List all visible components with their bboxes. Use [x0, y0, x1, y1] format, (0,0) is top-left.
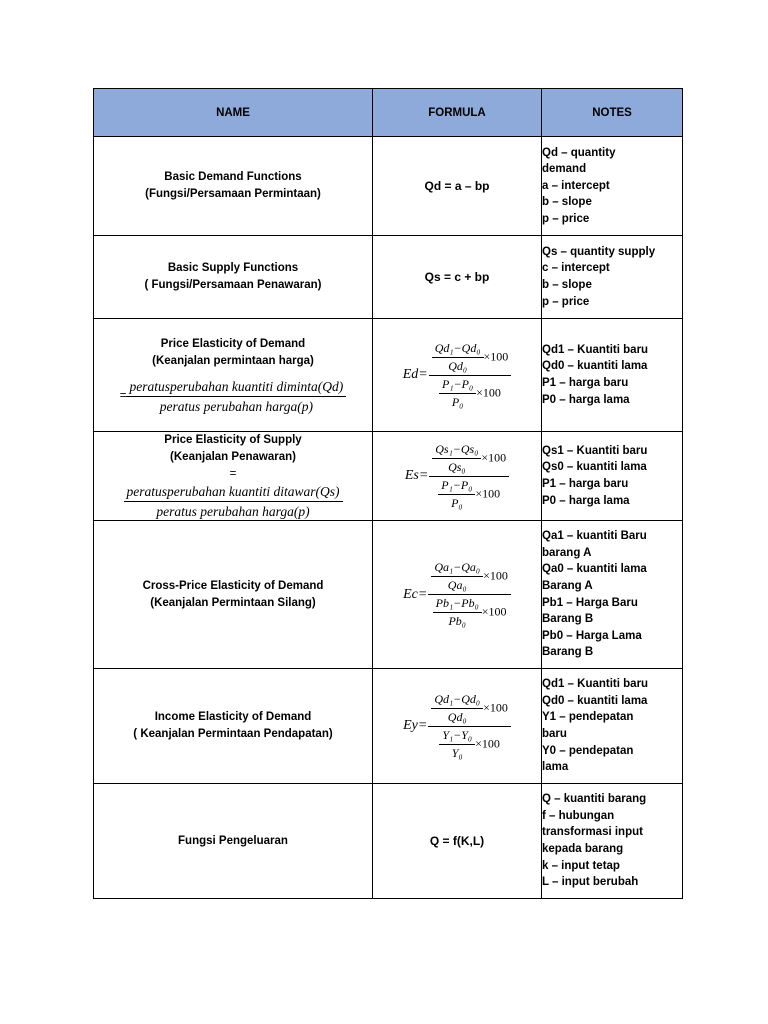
outer-fraction: [429, 442, 509, 511]
row-subtitle: (Keanjalan Permintaan Silang): [150, 596, 316, 609]
row-notes: [542, 521, 683, 669]
fraction-bar: [432, 357, 484, 358]
row-notes: [542, 319, 683, 432]
outer-fraction: [429, 341, 512, 410]
formula-lhs: Ec=: [403, 586, 428, 602]
note-line: baru: [542, 728, 567, 740]
note-line: P1 – harga baru: [542, 377, 629, 389]
note-line: Barang B: [542, 646, 594, 659]
table-row: [94, 521, 683, 669]
inner-fraction: [432, 341, 484, 374]
definition-denominator: peratus perubahan harga(p): [156, 504, 310, 519]
inner-fraction: [431, 692, 483, 725]
inner-numerator: Pb₁−Pb₀: [435, 596, 479, 610]
outer-denominator: [435, 478, 503, 511]
note-line: Qd1 – Kuantiti baru: [542, 343, 649, 356]
fraction-bar: [431, 708, 483, 709]
inner-fraction: [431, 560, 483, 593]
note-line: lama: [542, 761, 569, 774]
definition-denominator: peratus perubahan harga(p): [159, 398, 313, 414]
inner-fraction: [439, 377, 476, 410]
inner-numerator: P₁−P₀: [441, 477, 473, 492]
times-100: ×100: [475, 485, 501, 500]
header-notes: NOTES: [542, 89, 683, 137]
note-line: Q – kuantiti barang: [542, 793, 647, 806]
note-line: P1 – harga baru: [542, 478, 629, 490]
note-line: c – intercept: [542, 262, 610, 275]
note-line: L – input berubah: [542, 876, 639, 889]
times-100: ×100: [476, 384, 501, 399]
note-line: kepada barang: [542, 843, 624, 855]
outer-denominator: [436, 728, 503, 761]
note-line: Qa1 – kuantiti Baru: [542, 530, 647, 543]
row-title: Cross-Price Elasticity of Demand: [142, 579, 324, 592]
times-100: ×100: [475, 735, 500, 750]
row-title: Income Elasticity of Demand: [154, 711, 312, 723]
outer-fraction: [428, 560, 511, 629]
row-notes: [542, 784, 683, 899]
note-line: a – intercept: [542, 179, 610, 192]
row-title: Fungsi Pengeluaran: [178, 834, 288, 847]
inner-denominator: P₀: [451, 394, 464, 409]
inner-denominator: Qd₀: [448, 358, 468, 373]
note-line: Qa0 – kuantiti lama: [542, 563, 647, 576]
equals-sign: =: [119, 389, 127, 402]
note-line: Qd – quantity: [542, 146, 616, 159]
outer-numerator: [428, 692, 511, 725]
note-line: P0 – harga lama: [542, 494, 630, 507]
row-title: Price Elasticity of Demand: [160, 337, 306, 350]
inner-fraction: [432, 442, 481, 475]
inner-denominator: Qs₀: [448, 459, 466, 474]
row-name-cell: [94, 137, 373, 236]
outer-numerator: [429, 442, 509, 475]
inner-numerator: Qa₁−Qa₀: [434, 560, 481, 574]
note-line: f – hubungan: [542, 809, 615, 822]
note-line: Qd1 – Kuantiti baru: [542, 678, 649, 691]
fraction-bar: [433, 612, 482, 613]
row-name-cell: [94, 784, 373, 899]
note-line: k – input tetap: [542, 859, 620, 872]
equals-sign: =: [229, 468, 237, 480]
row-formula: [373, 432, 542, 521]
note-line: Qd0 – kuantiti lama: [542, 360, 648, 373]
fraction-bar: [438, 494, 475, 495]
row-formula: Qd = a – bp: [373, 137, 542, 236]
fraction-bar: [439, 393, 476, 394]
header-formula: FORMULA: [373, 89, 542, 137]
times-100: ×100: [481, 604, 507, 619]
row-name-cell: [94, 669, 373, 784]
table-row: [94, 319, 683, 432]
row-subtitle: (Keanjalan Penawaran): [170, 451, 296, 463]
note-line: P0 – harga lama: [542, 393, 630, 406]
note-line: barang A: [542, 546, 592, 559]
outer-denominator: [430, 596, 510, 629]
elasticity-formula: [405, 442, 509, 511]
definition-formula: [94, 378, 372, 415]
inner-denominator: Y₀: [451, 745, 463, 760]
outer-numerator: [428, 560, 511, 593]
inner-denominator: Qd₀: [447, 709, 467, 724]
table-row: [94, 784, 683, 899]
formula-lhs: Ey=: [403, 718, 428, 733]
note-line: Qd0 – kuantiti lama: [542, 694, 648, 707]
fraction-bar: [124, 501, 343, 502]
row-title: Basic Demand Functions: [164, 171, 302, 183]
row-subtitle: ( Keanjalan Permintaan Pendapatan): [133, 728, 333, 740]
fraction-bar: [429, 476, 509, 477]
note-line: Barang B: [542, 613, 594, 626]
outer-fraction: [428, 692, 511, 761]
inner-numerator: Y₁−Y₀: [442, 727, 473, 742]
row-notes: [542, 669, 683, 784]
elasticity-formula: [403, 341, 512, 410]
row-formula: [373, 319, 542, 432]
note-line: p – price: [542, 212, 590, 225]
row-title: Basic Supply Functions: [167, 262, 299, 274]
note-line: Y0 – pendepatan: [542, 744, 634, 757]
row-name-cell: [94, 521, 373, 669]
note-line: transformasi input: [542, 826, 643, 839]
inner-numerator: Qd₁−Qd₀: [434, 340, 481, 355]
row-formula: Q = f(K,L): [373, 784, 542, 899]
note-line: Qs – quantity supply: [542, 245, 656, 258]
note-line: Qs1 – Kuantiti baru: [542, 444, 648, 457]
row-name-cell: [94, 236, 373, 319]
formula-lhs: Ed=: [402, 367, 428, 382]
table-row: [94, 669, 683, 784]
header-row: [94, 89, 683, 137]
note-line: Pb1 – Harga Baru: [542, 596, 638, 609]
fraction-bar: [126, 396, 346, 397]
row-formula: [373, 669, 542, 784]
note-line: demand: [542, 163, 587, 176]
note-line: Qs0 – kuantiti lama: [542, 461, 647, 474]
inner-numerator: Qd₁−Qd₀: [434, 691, 481, 706]
formula-lhs: Es=: [404, 468, 429, 483]
row-notes: [542, 432, 683, 521]
definition-numerator: peratusperubahan kuantiti diminta(Qd): [129, 378, 344, 394]
inner-denominator: Qa₀: [447, 578, 467, 592]
row-subtitle: (Fungsi/Persamaan Permintaan): [145, 188, 321, 200]
outer-numerator: [429, 341, 512, 374]
fraction-bar: [428, 594, 511, 595]
formula-table: [93, 88, 683, 899]
note-line: p – price: [542, 295, 590, 308]
fraction-bar: [428, 726, 511, 727]
inner-fraction: [433, 596, 482, 629]
row-subtitle: (Keanjalan permintaan harga): [152, 354, 314, 367]
table-row: [94, 137, 683, 236]
inner-fraction: [438, 478, 475, 511]
elasticity-formula: [403, 692, 511, 761]
outer-denominator: [436, 377, 504, 410]
fraction-bar: [429, 375, 512, 376]
note-line: b – slope: [542, 196, 592, 209]
fraction-bar: [439, 744, 475, 745]
table-row: [94, 236, 683, 319]
times-100: ×100: [483, 699, 508, 714]
definition-numerator: peratusperubahan kuantiti ditawar(Qs): [126, 484, 340, 499]
row-title: Price Elasticity of Supply: [164, 434, 302, 446]
row-notes: [542, 137, 683, 236]
definition-fraction: [126, 378, 346, 415]
inner-denominator: Pb₀: [448, 614, 466, 628]
inner-numerator: Qs₁−Qs₀: [435, 441, 479, 456]
times-100: ×100: [481, 449, 507, 464]
table-row: [94, 432, 683, 521]
inner-fraction: [439, 728, 475, 761]
note-line: Barang A: [542, 579, 593, 592]
row-name-cell: [94, 319, 373, 432]
note-line: Y1 – pendepatan: [542, 711, 634, 724]
row-subtitle: ( Fungsi/Persamaan Penawaran): [144, 279, 322, 291]
note-line: Pb0 – Harga Lama: [542, 629, 642, 642]
header-name: NAME: [94, 89, 373, 137]
row-notes: [542, 236, 683, 319]
times-100: ×100: [483, 568, 508, 583]
row-name-cell: [94, 432, 373, 521]
row-formula: [373, 521, 542, 669]
definition-fraction: [124, 483, 343, 520]
inner-denominator: P₀: [451, 495, 463, 510]
times-100: ×100: [483, 348, 509, 363]
fraction-bar: [432, 458, 481, 459]
row-formula: Qs = c + bp: [373, 236, 542, 319]
inner-numerator: P₁−P₀: [442, 376, 474, 391]
fraction-bar: [431, 576, 483, 577]
note-line: b – slope: [542, 279, 592, 291]
elasticity-formula: [403, 560, 511, 629]
